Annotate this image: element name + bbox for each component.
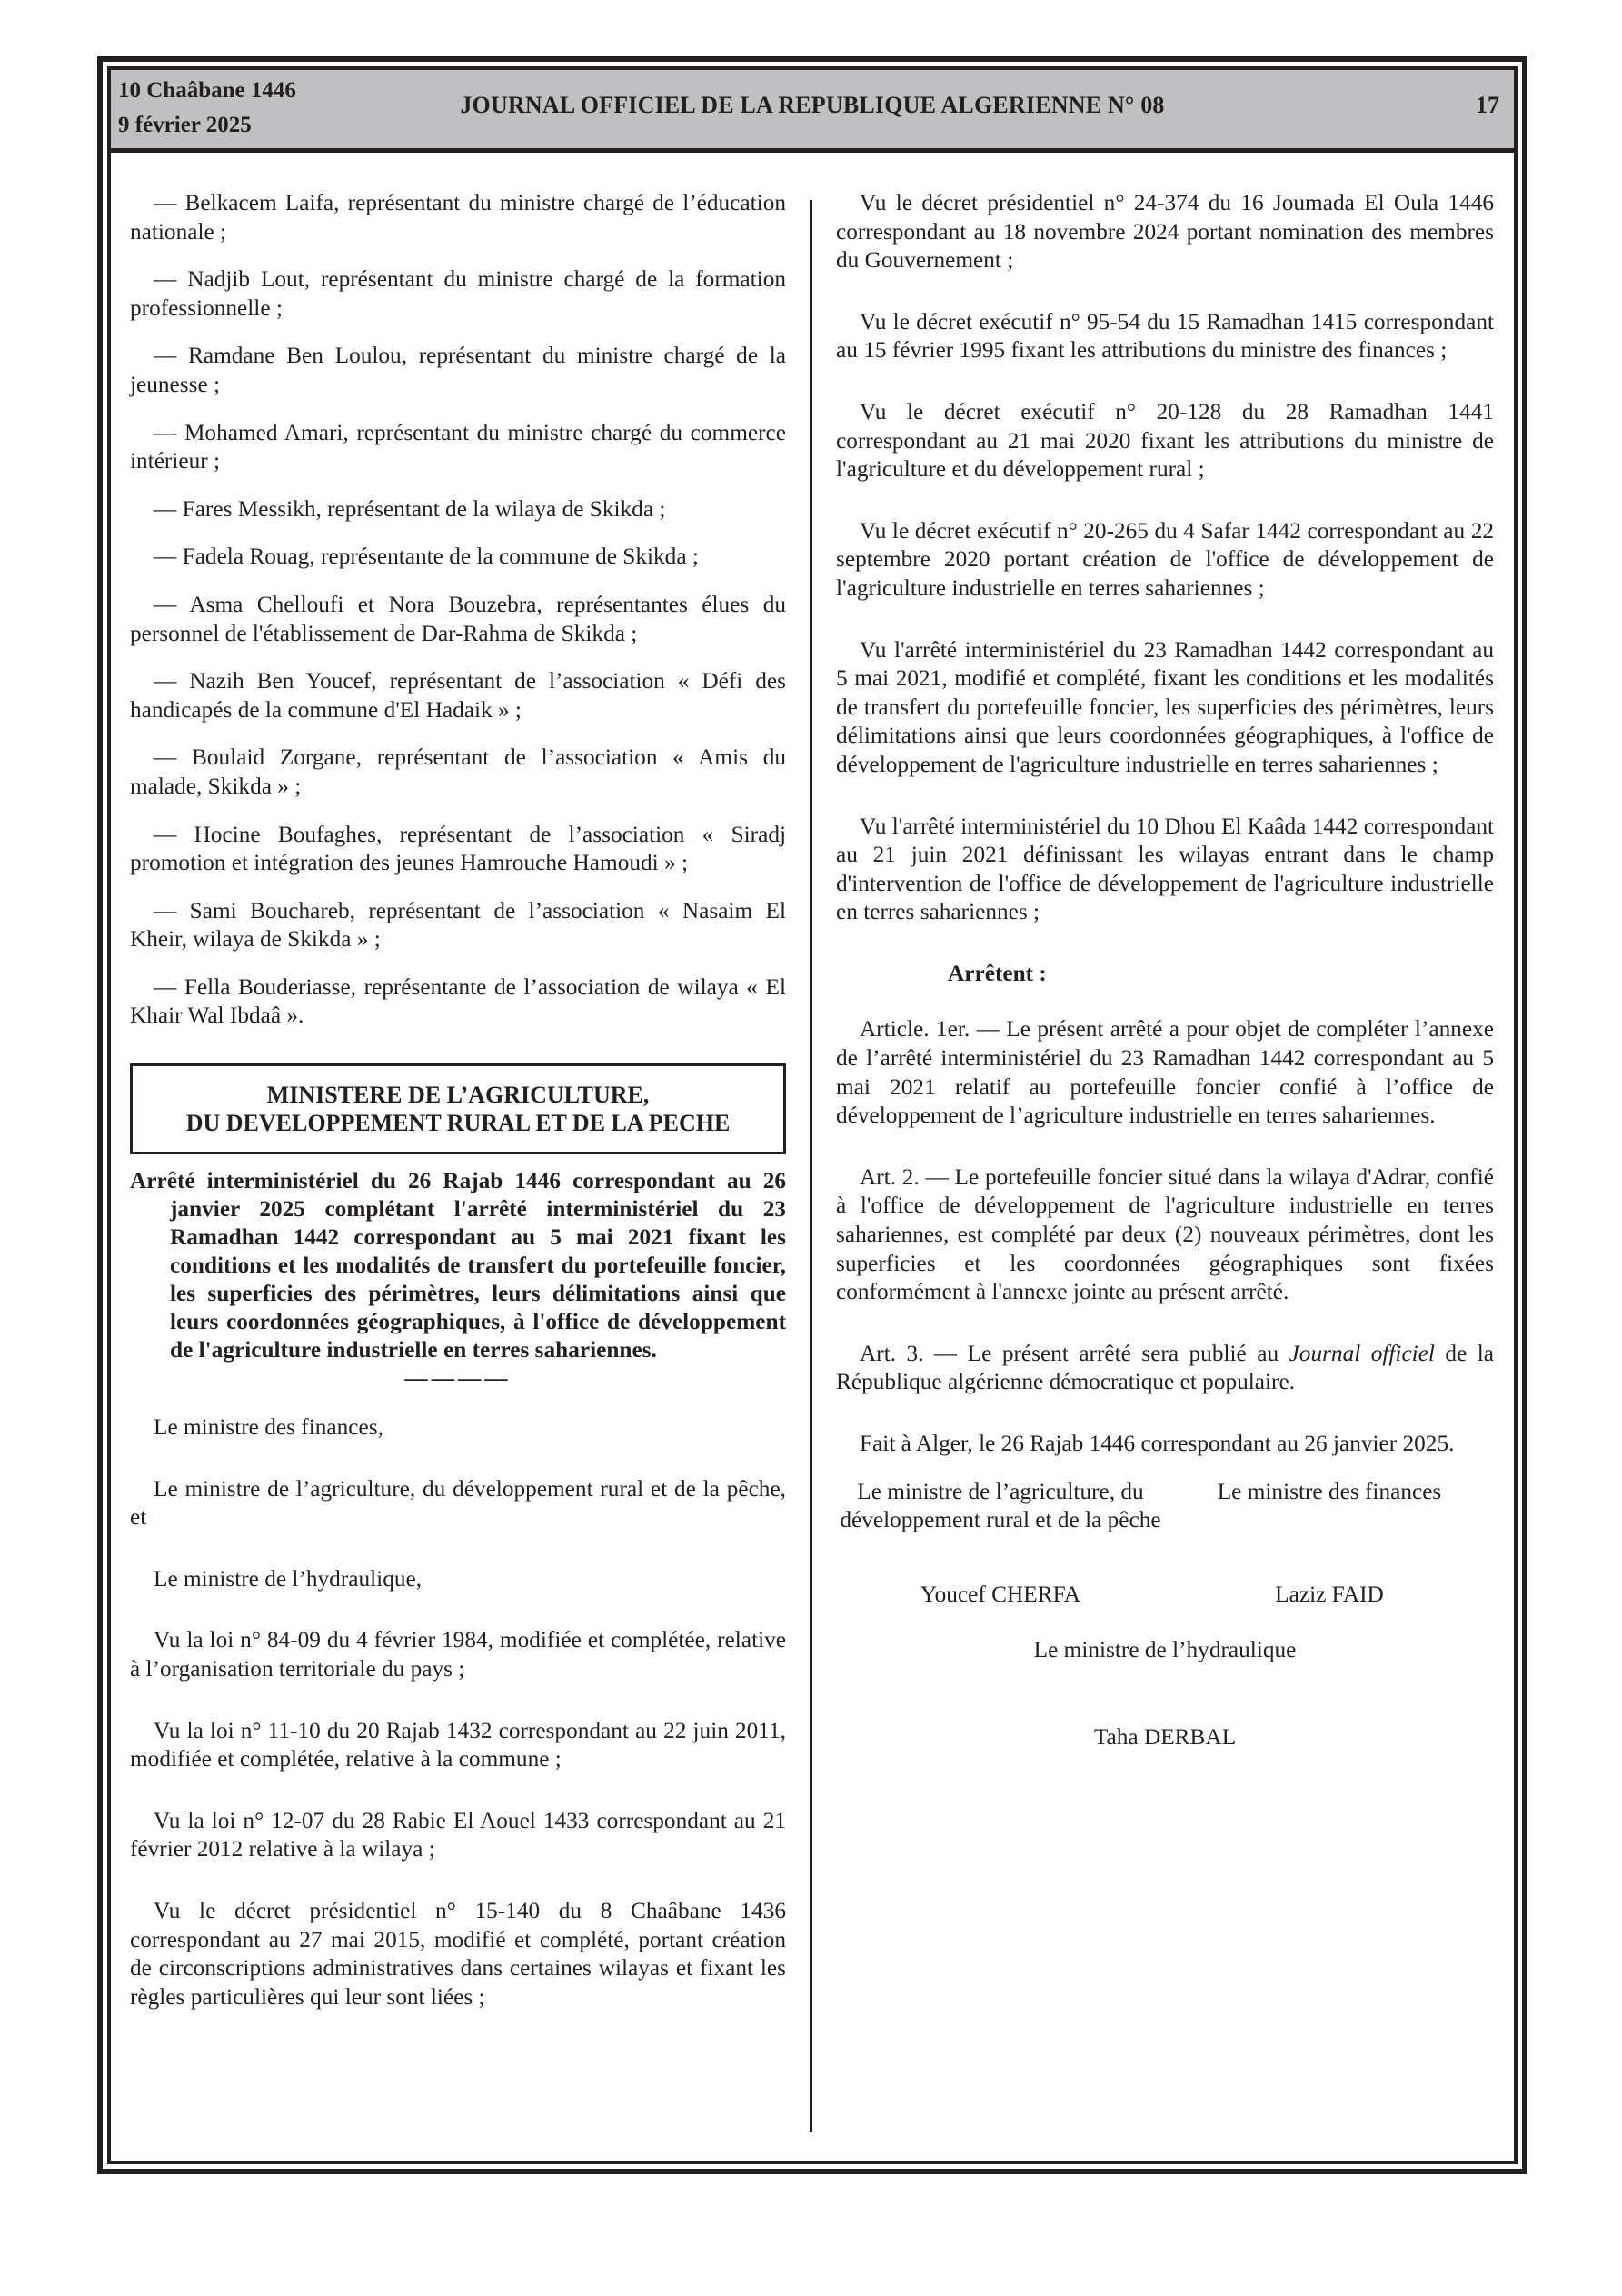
minister-line: Le ministre de l’hydraulique, xyxy=(154,1565,423,1592)
arretent-heading: Arrêtent : xyxy=(948,960,1047,986)
member-item: — Nadjib Lout, représentant du ministre chargé de la formation professionnelle ; xyxy=(130,266,786,321)
signature-title-agriculture: Le ministre de l’agriculture, du développement rural et de la pêche xyxy=(840,1478,1161,1533)
minister-line: Le ministre de l’agriculture, du développement rural et de la pêche, et xyxy=(130,1475,786,1531)
separator: ———— xyxy=(404,1365,512,1392)
member-item: — Nazih Ben Youcef, représentant de l’association « Défi des handicapés de la commune d'El Hadaik » ; xyxy=(130,668,786,723)
member-item: — Mohamed Amari, représentant du ministre chargé du commerce intérieur ; xyxy=(130,419,786,474)
member-item: — Asma Chelloufi et Nora Bouzebra, représentantes élues du personnel de l'établissement de Dar-Rahma de Skikda ; xyxy=(130,591,786,646)
signature-name-agriculture: Youcef CHERFA xyxy=(920,1581,1081,1607)
article-3-suffix: de la République algérienne démocratique et populaire. xyxy=(836,1340,1495,1395)
article-3 xyxy=(836,1340,1494,1397)
header-gregorian-date: 9 février 2025 xyxy=(118,113,252,137)
signature-names-row xyxy=(836,1581,1494,1610)
ministry-heading-line1: MINISTERE DE L’AGRICULTURE, xyxy=(266,1082,650,1109)
ministry-heading-line2: DU DEVELOPPEMENT RURAL ET DE LA PECHE xyxy=(185,1110,731,1137)
signature-name-finances: Laziz FAID xyxy=(1275,1581,1384,1607)
journal-title: JOURNAL OFFICIEL DE LA REPUBLIQUE ALGERIENNE N° 08 xyxy=(460,92,1165,118)
member-item: — Belkacem Laifa, représentant du ministre chargé de l’éducation nationale ; xyxy=(130,190,786,245)
minister-line: Le ministre des finances, xyxy=(154,1414,383,1441)
arrete-title: Arrêté interministériel du 26 Rajab 1446 correspondant au 26 janvier 2025 complétant l'arrêté interministériel du 23 Ramadhan 1442 correspondant au 5 mai 2021 fixant les conditions et les modalités de transfert du portefeuille foncier, les superficies des périmètres, leurs délimitations ainsi que leurs coordonnées géographiques, à l'office de développement de l'agriculture industrielle en terres sahariennes. xyxy=(130,1168,786,1363)
member-item: — Fares Messikh, représentant de la wilaya de Skikda ; xyxy=(154,495,666,522)
member-item: — Fadela Rouag, représentante de la commune de Skikda ; xyxy=(154,544,699,570)
page-number: 17 xyxy=(1476,92,1499,118)
ministry-heading-box xyxy=(130,1063,786,1154)
right-column xyxy=(836,189,1494,1752)
visa-item: Vu le décret exécutif n° 20-128 du 28 Ramadhan 1441 correspondant au 21 mai 2020 fixant les attributions du ministre de l'agriculture et du développement rural ; xyxy=(836,398,1494,483)
column-divider xyxy=(810,200,812,2132)
visa-item: Vu la loi n° 84-09 du 4 février 1984, modifiée et complétée, relative à l’organisation territoriale du pays ; xyxy=(130,1627,786,1682)
done-at-line: Fait à Alger, le 26 Rajab 1446 correspondant au 26 janvier 2025. xyxy=(860,1431,1455,1456)
signature-titles-row xyxy=(836,1478,1494,1535)
visa-item: Vu le décret exécutif n° 95-54 du 15 Ramadhan 1415 correspondant au 15 février 1995 fixant les attributions du ministre des finances ; xyxy=(836,308,1494,364)
signature-name-hydraulique: Taha DERBAL xyxy=(1093,1723,1237,1750)
member-item: — Sami Bouchareb, représentant de l’association « Nasaim El Kheir, wilaya de Skikda » ; xyxy=(130,897,786,953)
visa-item: Vu l'arrêté interministériel du 10 Dhou El Kaâda 1442 correspondant au 21 juin 2021 définissant les wilayas entrant dans le champ d'intervention de l'office de développement de l'agriculture industrielle en terres sahariennes ; xyxy=(836,813,1494,925)
visa-item: Vu le décret présidentiel n° 24-374 du 16 Joumada El Oula 1446 correspondant au 18 novembre 2024 portant nomination des membres du Gouvernement ; xyxy=(836,190,1494,274)
article-3-prefix: Art. 3. — Le présent arrêté sera publié au xyxy=(860,1340,1289,1366)
member-item: — Boulaid Zorgane, représentant de l’association « Amis du malade, Skikda » ; xyxy=(130,744,786,799)
signature-title-finances: Le ministre des finances xyxy=(1217,1478,1442,1504)
member-item: — Fella Bouderiasse, représentante de l’association de wilaya « El Khair Wal Ibdaâ ». xyxy=(130,973,786,1029)
member-item: — Ramdane Ben Loulou, représentant du ministre chargé de la jeunesse ; xyxy=(130,343,786,397)
journal-header xyxy=(111,70,1514,153)
visa-item: Vu la loi n° 12-07 du 28 Rabie El Aouel 1433 correspondant au 21 février 2012 relative à la wilaya ; xyxy=(130,1807,786,1862)
visa-item: Vu la loi n° 11-10 du 20 Rajab 1432 correspondant au 22 juin 2011, modifiée et complétée, relative à la commune ; xyxy=(130,1717,786,1772)
article-2: Art. 2. — Le portefeuille foncier situé dans la wilaya d'Adrar, confié à l'office de développement de l'agriculture industrielle en terres sahariennes, est complété par deux (2) nouveaux périmètres, dont les superficies et les coordonnées géographiques sont fixées conformément à l'annexe jointe au présent arrêté. xyxy=(836,1163,1494,1305)
article-1: Article. 1er. — Le présent arrêté a pour objet de compléter l’annexe de l’arrêté interministériel du 23 Ramadhan 1442 correspondant au 5 mai 2021 relatif au portefeuille foncier confié à l’office de développement de l’agriculture industrielle en terres sahariennes. xyxy=(836,1016,1494,1129)
visa-item: Vu le décret exécutif n° 20-265 du 4 Safar 1442 correspondant au 22 septembre 2020 portant création de l'office de développement de l'agriculture industrielle en terres sahariennes ; xyxy=(836,517,1494,601)
journal-officiel-italic: Journal officiel xyxy=(1289,1340,1435,1366)
header-hijri-date: 10 Chaâbane 1446 xyxy=(118,78,296,103)
signature-title-hydraulique: Le ministre de l’hydraulique xyxy=(1033,1637,1297,1663)
member-item: — Hocine Boufaghes, représentant de l’association « Siradj promotion et intégration des jeunes Hamrouche Hamoudi » ; xyxy=(130,821,786,876)
left-column xyxy=(130,189,786,2031)
visa-item: Vu le décret présidentiel n° 15-140 du 8 Chaâbane 1436 correspondant au 27 mai 2015, modifié et complété, portant création de circonscriptions administratives dans certaines wilayas et fixant les règles particulières qui leur sont liées ; xyxy=(130,1898,786,2010)
visa-item: Vu l'arrêté interministériel du 23 Ramadhan 1442 correspondant au 5 mai 2021, modifié et complété, fixant les conditions et les modalités de transfert du portefeuille foncier, les superficies des périmètres, leurs délimitations ainsi que leurs coordonnées géographiques, à l'office de développement de l'agriculture industrielle en terres sahariennes ; xyxy=(836,636,1494,777)
